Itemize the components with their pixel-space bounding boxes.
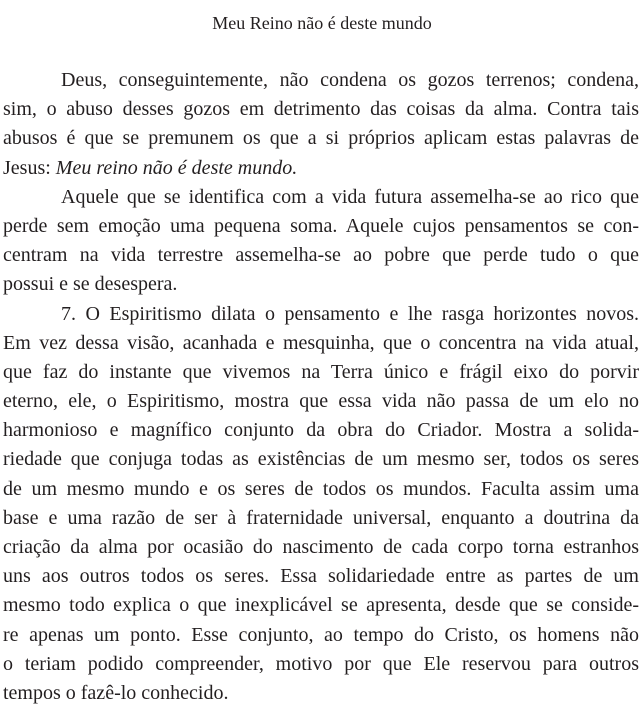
text-fragment: Jesus: — [3, 156, 56, 179]
text-line: de um mesmo mundo e os seres de todos os mundos. Faculta assim uma — [3, 477, 639, 500]
text-line: perde sem emoção uma pequena soma. Aquele cujos pensamentos se con- — [3, 214, 639, 237]
text-line: Deus, conseguintemente, não condena os gozos terrenos; condena, — [61, 69, 639, 91]
text-line: mesmo todo explica o que inexplicável se apresenta, desde que se conside- — [3, 594, 639, 617]
text-line: sim, o abuso desses gozos em detrimento das coisas da alma. Contra tais — [3, 98, 639, 121]
text-line: uns aos outros todos os seres. Essa solidariedade entre as partes de um — [3, 565, 639, 588]
text-line: que faz do instante que vivemos na Terra único e frágil eixo do porvir — [3, 360, 639, 383]
text-line: tempos o fazê-lo conhecido. — [3, 681, 229, 704]
text-line: re apenas um ponto. Esse conjunto, ao tempo do Cristo, os homens não — [3, 623, 639, 646]
body-text — [3, 66, 639, 708]
text-line: centram na vida terrestre assemelha-se ao pobre que perde tudo o que — [3, 244, 639, 267]
text-line — [3, 154, 639, 183]
text-line: harmonioso e magnífico conjunto da obra do Criador. Mostra a solida- — [3, 419, 639, 442]
text-line: Aquele que se identifica com a vida futura assemelha-se ao rico que — [61, 185, 639, 208]
text-line: possui e se desespera. — [3, 273, 178, 296]
text-line: criação da alma por ocasião do nascimento de cada corpo torna estranhos — [3, 536, 639, 558]
text-line: eterno, ele, o Espiritismo, mostra que essa vida não passa de um elo no — [3, 390, 639, 413]
text-line: abusos é que se premunem os que a si próprios aplicam estas palavras de — [3, 127, 639, 150]
text-line: base e uma razão de ser à fraternidade universal, enquanto a doutrina da — [3, 506, 639, 529]
text-line: riedade que conjuga todas as existências de um mesmo ser, todos os seres — [3, 448, 639, 471]
running-head: Meu Reino não é deste mundo — [212, 13, 432, 33]
italic-quote: Meu reino não é deste mundo. — [55, 156, 298, 179]
text-line: o teriam podido compreender, motivo por que Ele reservou para outros — [3, 652, 639, 675]
text-line: 7. O Espiritismo dilata o pensamento e lhe rasga horizontes novos. — [61, 302, 639, 325]
text-line: Em vez dessa visão, acanhada e mesquinha, que o concentra na vida atual, — [3, 331, 639, 354]
